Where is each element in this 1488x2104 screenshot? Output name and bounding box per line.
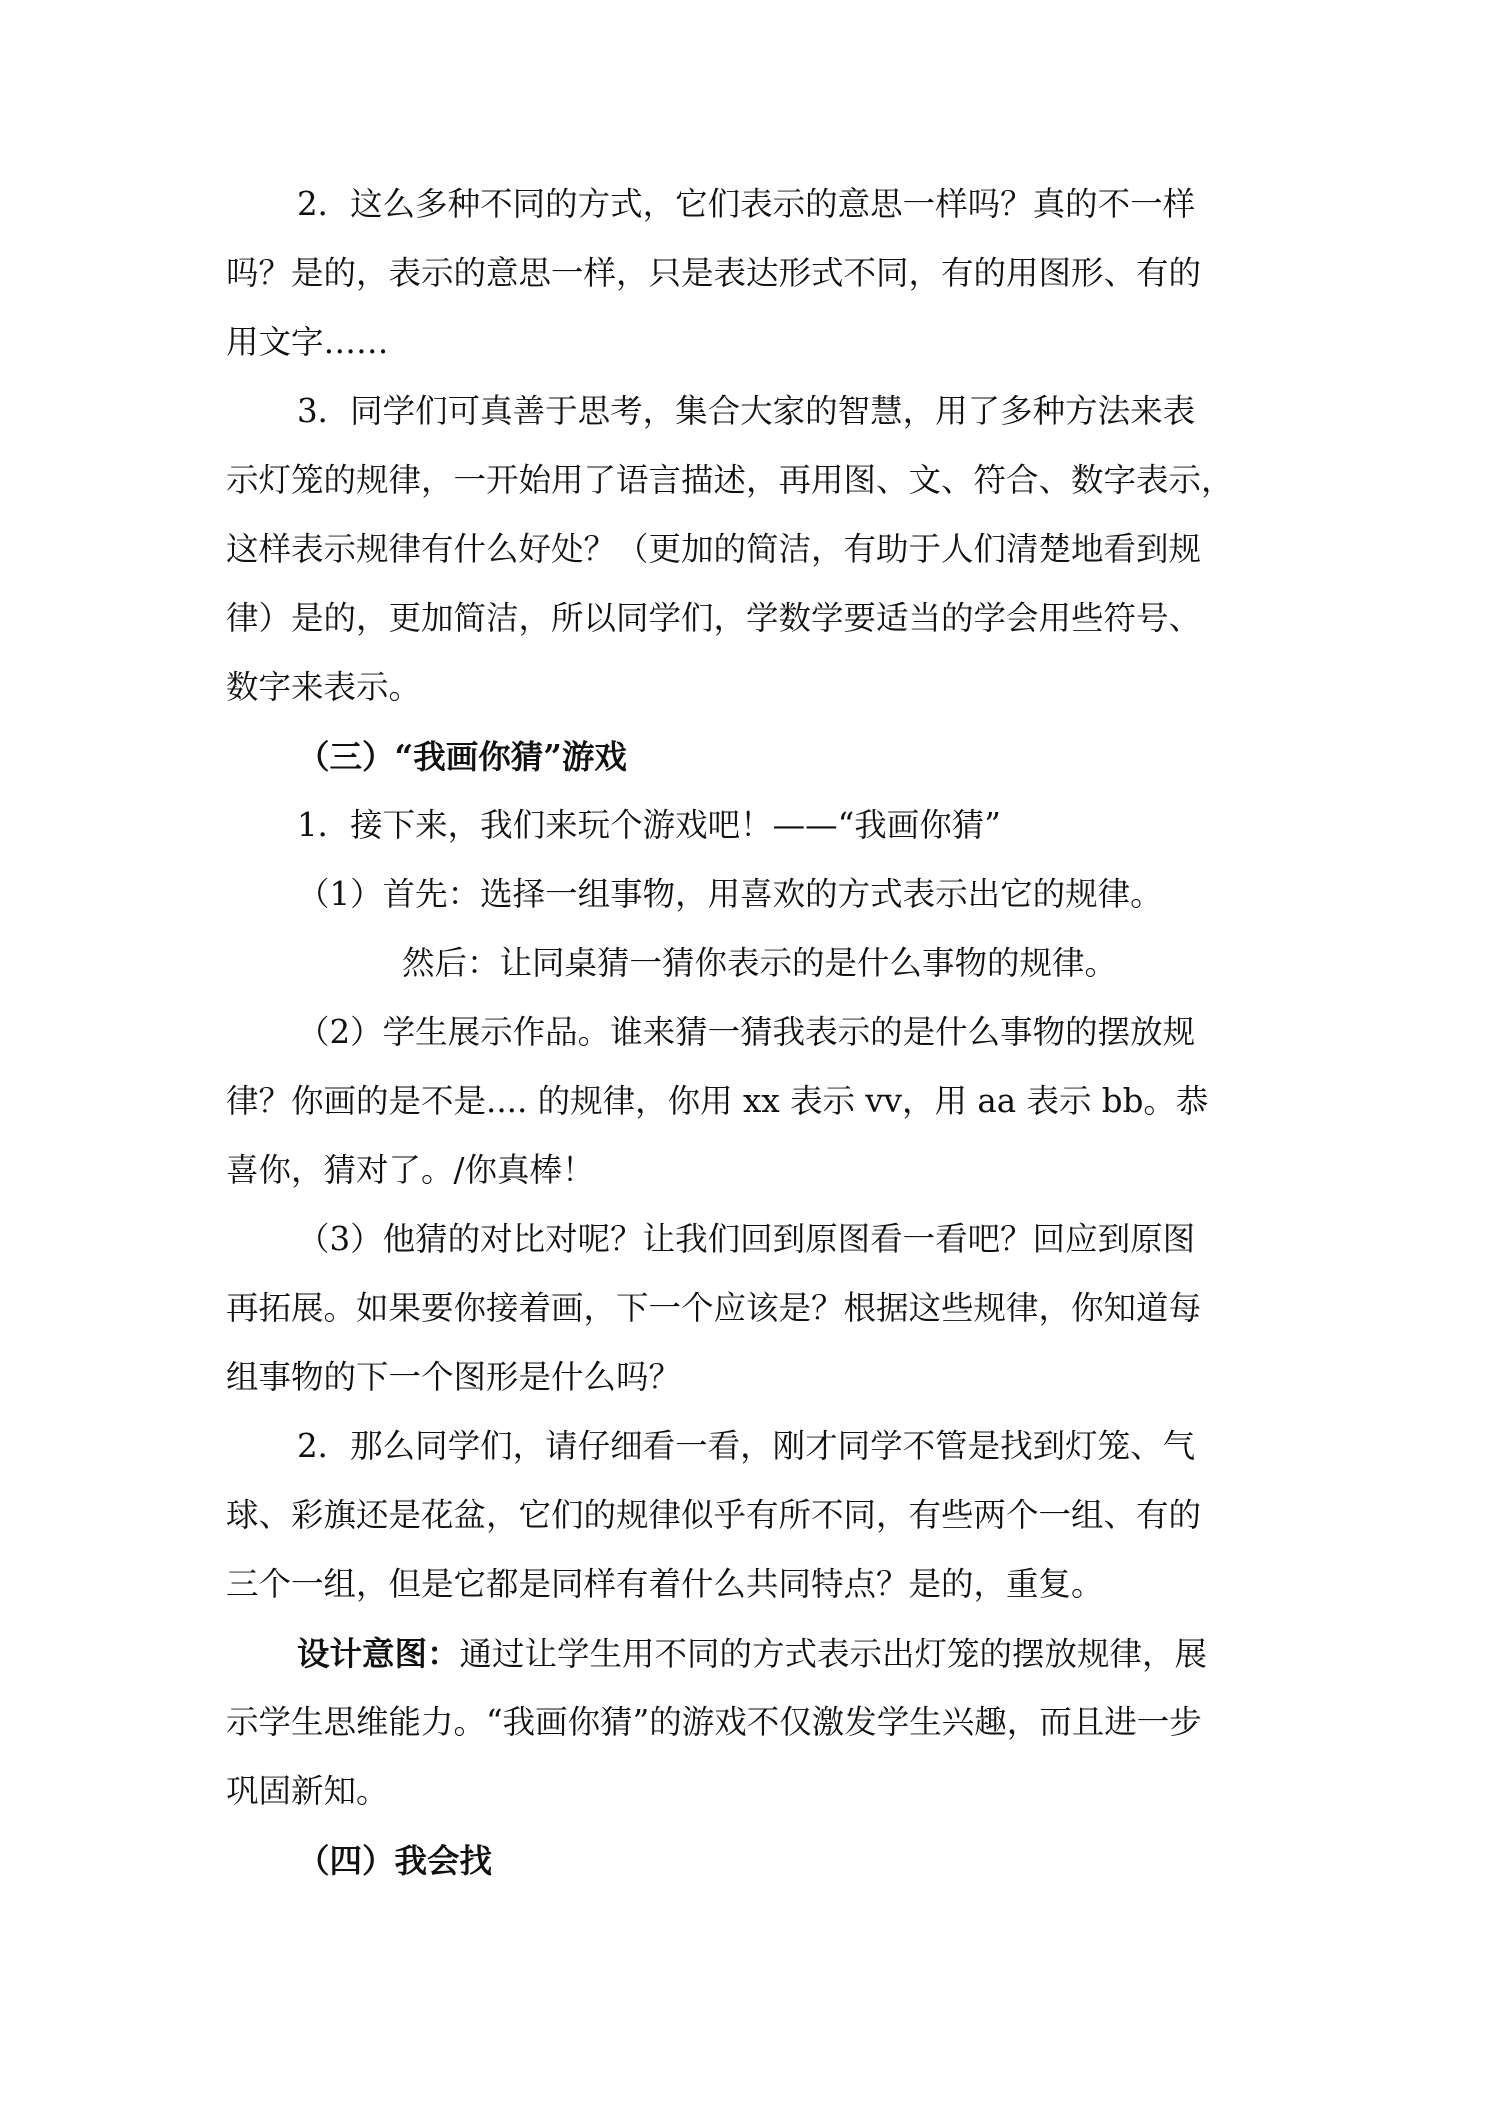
design-intention-label: 设计意图： <box>297 1634 460 1673</box>
design-intention-text: 通过让学生用不同的方式表示出灯笼的摆放规律，展 <box>459 1635 1208 1673</box>
paragraph-3-line-1: 3．同学们可真善于思考，集合大家的智慧，用了多种方法来表 <box>297 392 1196 430</box>
design-intention-line-3: 巩固新知。 <box>226 1772 389 1810</box>
game-step-3-line-3: 组事物的下一个图形是什么吗？ <box>226 1358 682 1396</box>
paragraph-3-line-5: 数字来表示。 <box>226 668 422 706</box>
section-heading-3: （三）“我画你猜”游戏 <box>297 737 627 776</box>
design-intention-line-1 <box>297 1619 1207 1689</box>
paragraph-2-line-2: 吗？是的，表示的意思一样，只是表达形式不同，有的用图形、有的 <box>226 254 1202 292</box>
paragraph-4-line-1: 2．那么同学们，请仔细看一看，刚才同学不管是找到灯笼、气 <box>297 1427 1196 1465</box>
game-step-2-line-2: 律？你画的是不是.... 的规律，你用 xx 表示 vv，用 aa 表示 bb。恭 <box>226 1082 1209 1120</box>
game-step-3-line-1: （3）他猜的对比对呢？让我们回到原图看一看吧？回应到原图 <box>297 1220 1196 1258</box>
paragraph-3-line-4: 律）是的，更加简洁，所以同学们，学数学要适当的学会用些符号、 <box>226 599 1202 637</box>
paragraph-4-line-3: 三个一组，但是它都是同样有着什么共同特点？是的，重复。 <box>226 1565 1104 1603</box>
game-step-2-line-3: 喜你，猜对了。/你真棒！ <box>226 1151 595 1189</box>
paragraph-3-line-3: 这样表示规律有什么好处？（更加的简洁，有助于人们清楚地看到规 <box>226 530 1202 568</box>
paragraph-4-line-2: 球、彩旗还是花盆，它们的规律似乎有所不同，有些两个一组、有的 <box>226 1496 1202 1534</box>
game-step-3-line-2: 再拓展。如果要你接着画，下一个应该是？根据这些规律，你知道每 <box>226 1289 1202 1327</box>
game-step-1b: 然后：让同桌猜一猜你表示的是什么事物的规律。 <box>402 944 1118 982</box>
design-intention-line-2: 示学生思维能力。“我画你猜”的游戏不仅激发学生兴趣，而且进一步 <box>226 1703 1202 1741</box>
game-step-1: 1．接下来，我们来玩个游戏吧！——“我画你猜” <box>297 806 1001 844</box>
paragraph-2-line-3: 用文字…… <box>226 323 389 361</box>
game-step-2-line-1: （2）学生展示作品。谁来猜一猜我表示的是什么事物的摆放规 <box>297 1013 1196 1051</box>
game-step-1a: （1）首先：选择一组事物，用喜欢的方式表示出它的规律。 <box>297 875 1163 913</box>
paragraph-3-line-2: 示灯笼的规律，一开始用了语言描述，再用图、文、符合、数字表示， <box>226 461 1234 499</box>
section-heading-4: （四）我会找 <box>297 1841 493 1880</box>
paragraph-2-line-1: 2．这么多种不同的方式，它们表示的意思一样吗？真的不一样 <box>297 185 1196 223</box>
